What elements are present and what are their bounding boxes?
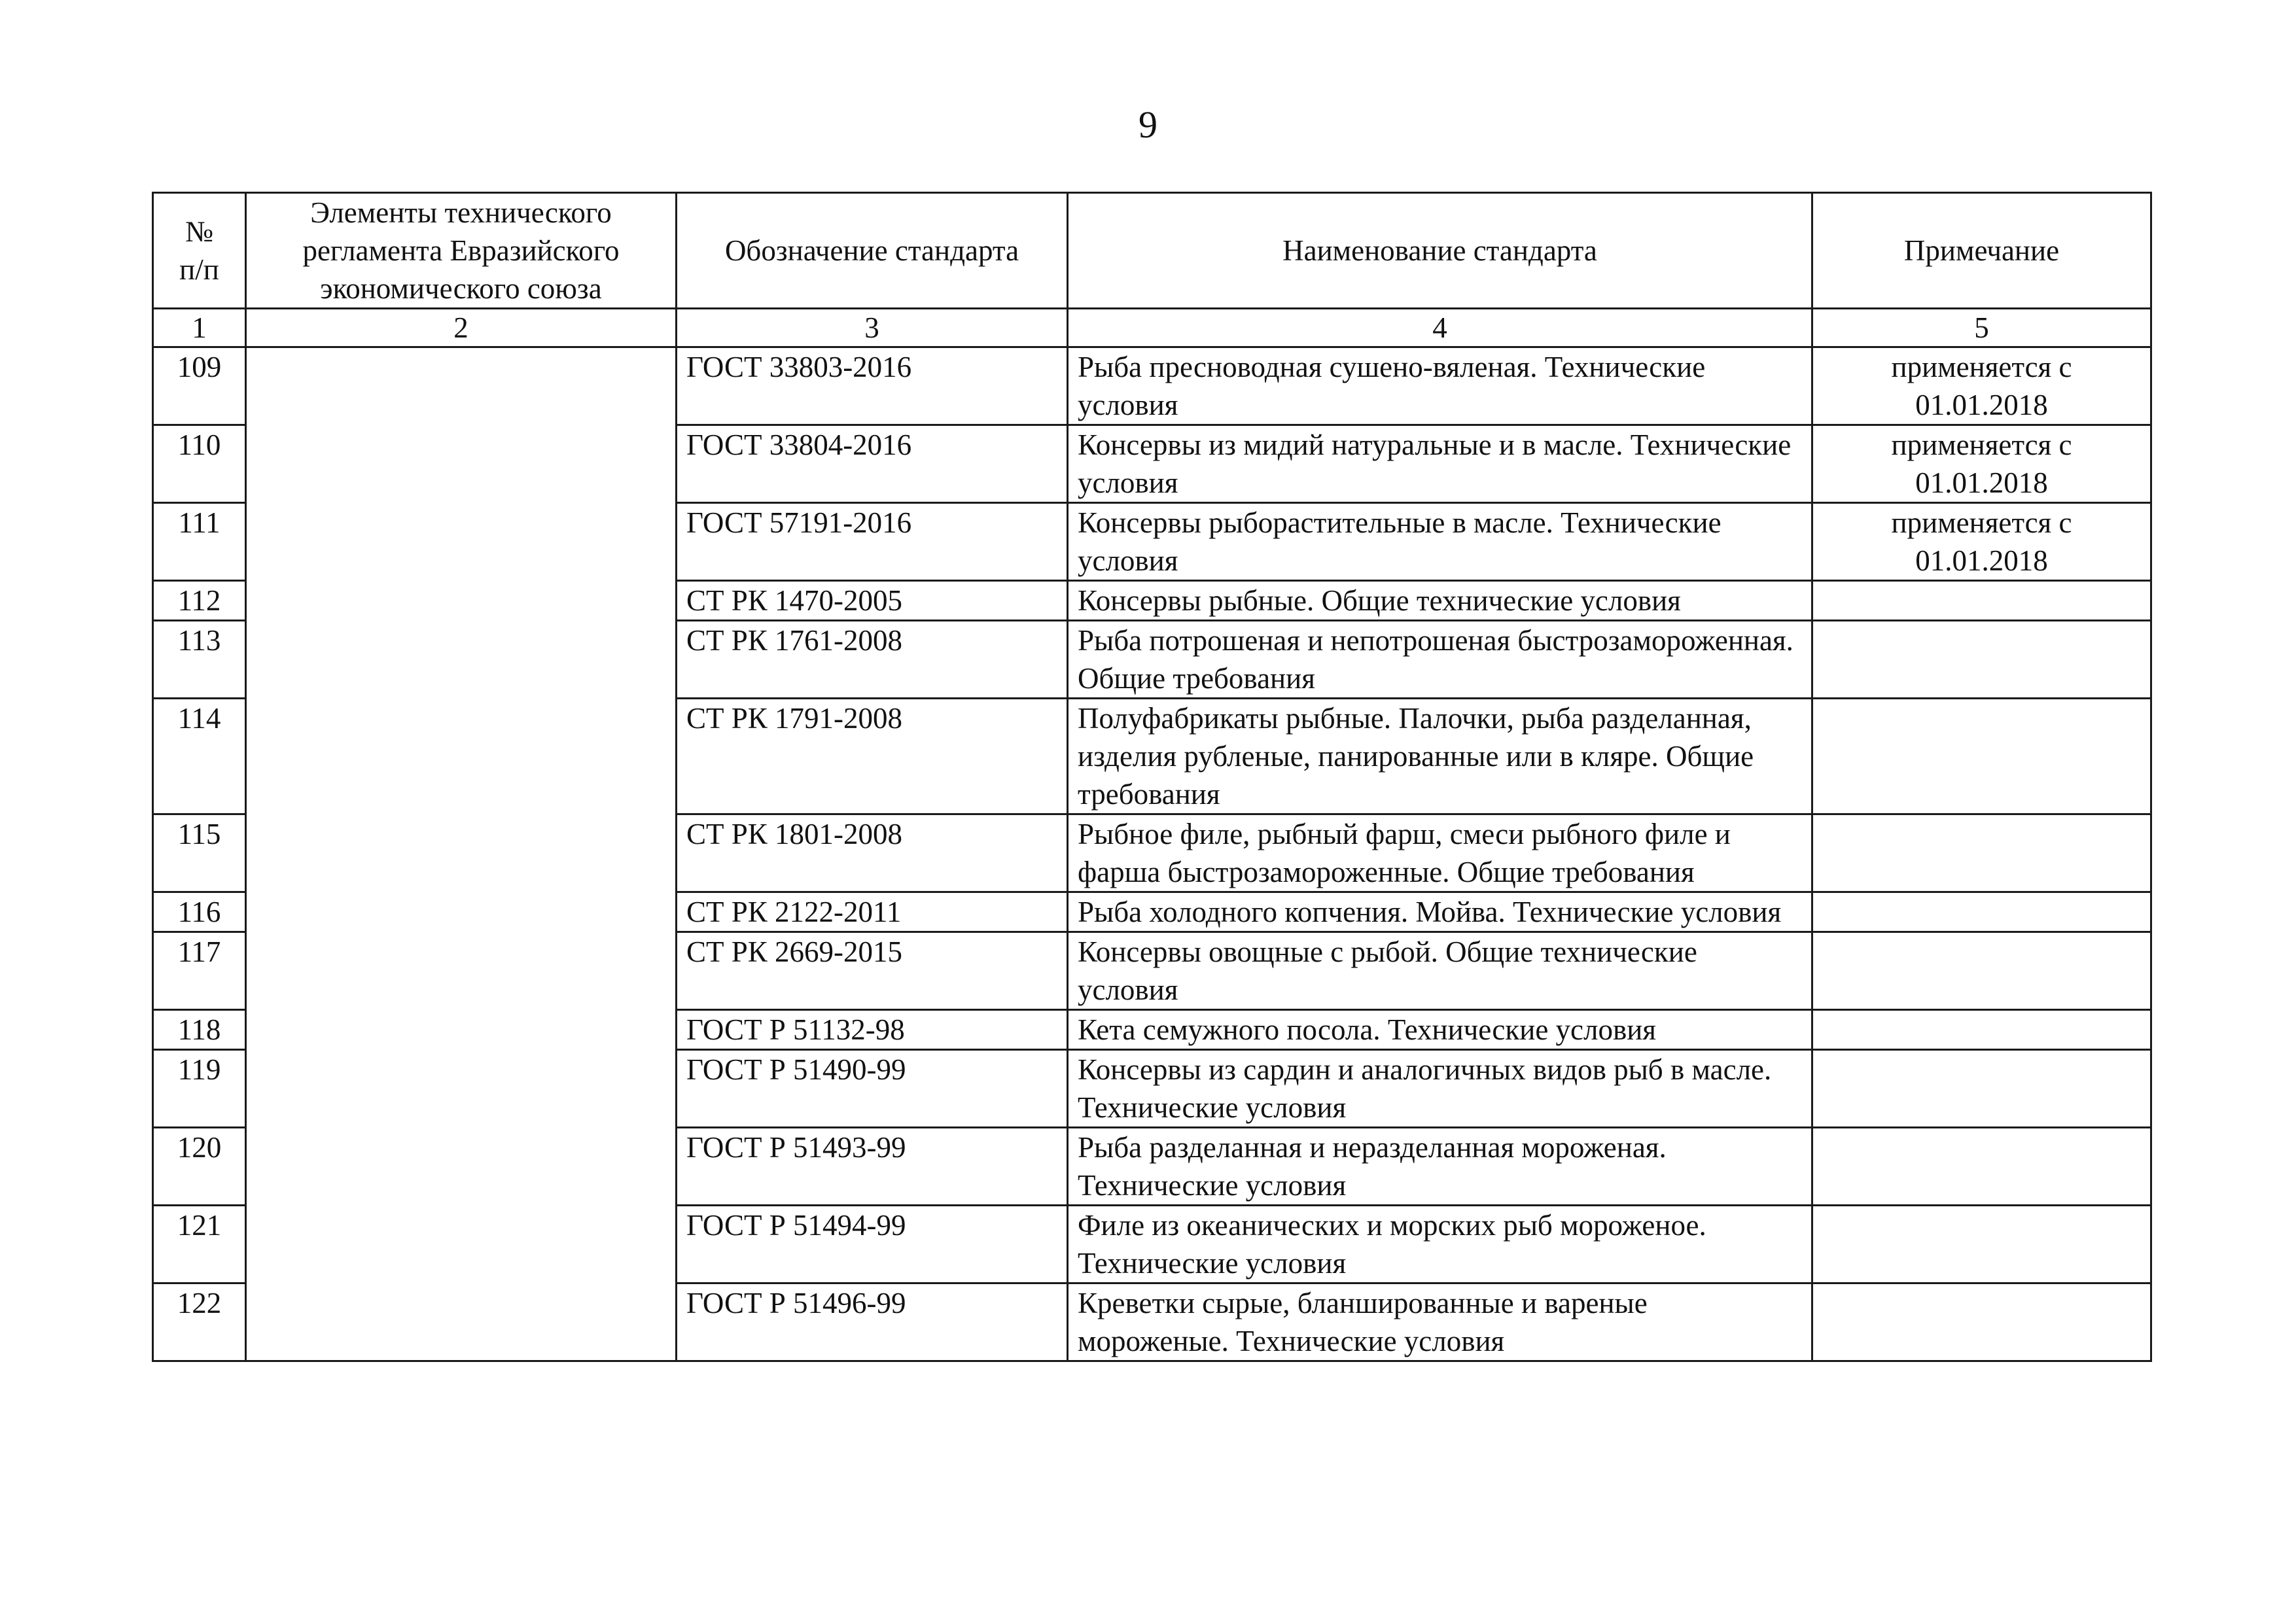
standard-name: Филе из океанических и морских рыб мороженое. Технические условия — [1068, 1206, 1812, 1283]
standard-designation: СТ РК 2122-2011 — [677, 892, 1068, 932]
header-standard-name: Наименование стандарта — [1068, 193, 1812, 309]
standard-name: Креветки сырые, бланшированные и вареные мороженые. Технические условия — [1068, 1283, 1812, 1361]
header-number: № п/п — [153, 193, 246, 309]
note-cell: применяется с 01.01.2018 — [1812, 347, 2151, 425]
row-number: 121 — [153, 1206, 246, 1283]
note-cell — [1812, 814, 2151, 892]
note-cell — [1812, 581, 2151, 621]
column-index: 3 — [677, 309, 1068, 347]
standard-designation: СТ РК 2669-2015 — [677, 932, 1068, 1010]
row-number: 116 — [153, 892, 246, 932]
note-cell: применяется с 01.01.2018 — [1812, 503, 2151, 581]
standard-designation: СТ РК 1791-2008 — [677, 699, 1068, 814]
header-note: Примечание — [1812, 193, 2151, 309]
standard-designation: ГОСТ 33803-2016 — [677, 347, 1068, 425]
header-row — [153, 193, 2151, 309]
column-index: 2 — [246, 309, 677, 347]
table-row — [153, 347, 2151, 425]
row-number: 111 — [153, 503, 246, 581]
regulation-elements-cell — [246, 347, 677, 1361]
row-number: 115 — [153, 814, 246, 892]
note-cell — [1812, 699, 2151, 814]
note-cell — [1812, 1283, 2151, 1361]
standard-name: Консервы из сардин и аналогичных видов рыб в масле. Технические условия — [1068, 1050, 1812, 1128]
standard-designation: ГОСТ Р 51496-99 — [677, 1283, 1068, 1361]
standard-name: Рыба холодного копчения. Мойва. Технические условия — [1068, 892, 1812, 932]
standard-designation: ГОСТ Р 51132-98 — [677, 1010, 1068, 1050]
row-number: 118 — [153, 1010, 246, 1050]
standard-designation: ГОСТ Р 51493-99 — [677, 1128, 1068, 1206]
standard-name: Рыба потрошеная и непотрошеная быстрозамороженная. Общие требования — [1068, 621, 1812, 699]
standard-name: Полуфабрикаты рыбные. Палочки, рыба разделанная, изделия рубленые, панированные или в кляре. Общие требования — [1068, 699, 1812, 814]
note-cell — [1812, 1206, 2151, 1283]
column-index: 4 — [1068, 309, 1812, 347]
standard-name: Консервы рыбные. Общие технические условия — [1068, 581, 1812, 621]
row-number: 114 — [153, 699, 246, 814]
header-regulation-elements: Элементы технического регламента Евразийского экономического союза — [246, 193, 677, 309]
standard-designation: ГОСТ 33804-2016 — [677, 425, 1068, 503]
row-number: 119 — [153, 1050, 246, 1128]
standard-designation: СТ РК 1470-2005 — [677, 581, 1068, 621]
standard-designation: СТ РК 1801-2008 — [677, 814, 1068, 892]
row-number: 113 — [153, 621, 246, 699]
standard-name: Консервы рыборастительные в масле. Технические условия — [1068, 503, 1812, 581]
page-number: 9 — [1139, 103, 1157, 146]
standard-name: Рыбное филе, рыбный фарш, смеси рыбного филе и фарша быстрозамороженные. Общие требования — [1068, 814, 1812, 892]
row-number: 122 — [153, 1283, 246, 1361]
standards-table — [152, 192, 2152, 1362]
note-cell — [1812, 621, 2151, 699]
row-number: 112 — [153, 581, 246, 621]
standard-name: Рыба разделанная и неразделанная мороженая. Технические условия — [1068, 1128, 1812, 1206]
standard-name: Кета семужного посола. Технические условия — [1068, 1010, 1812, 1050]
standard-name: Консервы из мидий натуральные и в масле. Технические условия — [1068, 425, 1812, 503]
standard-designation: ГОСТ 57191-2016 — [677, 503, 1068, 581]
standard-designation: ГОСТ Р 51490-99 — [677, 1050, 1068, 1128]
row-number: 117 — [153, 932, 246, 1010]
column-index: 1 — [153, 309, 246, 347]
note-cell: применяется с 01.01.2018 — [1812, 425, 2151, 503]
column-index-row — [153, 309, 2151, 347]
note-cell — [1812, 1050, 2151, 1128]
row-number: 120 — [153, 1128, 246, 1206]
standard-name: Рыба пресноводная сушено-вяленая. Технические условия — [1068, 347, 1812, 425]
standard-designation: СТ РК 1761-2008 — [677, 621, 1068, 699]
note-cell — [1812, 1010, 2151, 1050]
row-number: 110 — [153, 425, 246, 503]
column-index: 5 — [1812, 309, 2151, 347]
note-cell — [1812, 932, 2151, 1010]
note-cell — [1812, 1128, 2151, 1206]
header-standard-designation: Обозначение стандарта — [677, 193, 1068, 309]
standard-name: Консервы овощные с рыбой. Общие технические условия — [1068, 932, 1812, 1010]
row-number: 109 — [153, 347, 246, 425]
note-cell — [1812, 892, 2151, 932]
standard-designation: ГОСТ Р 51494-99 — [677, 1206, 1068, 1283]
